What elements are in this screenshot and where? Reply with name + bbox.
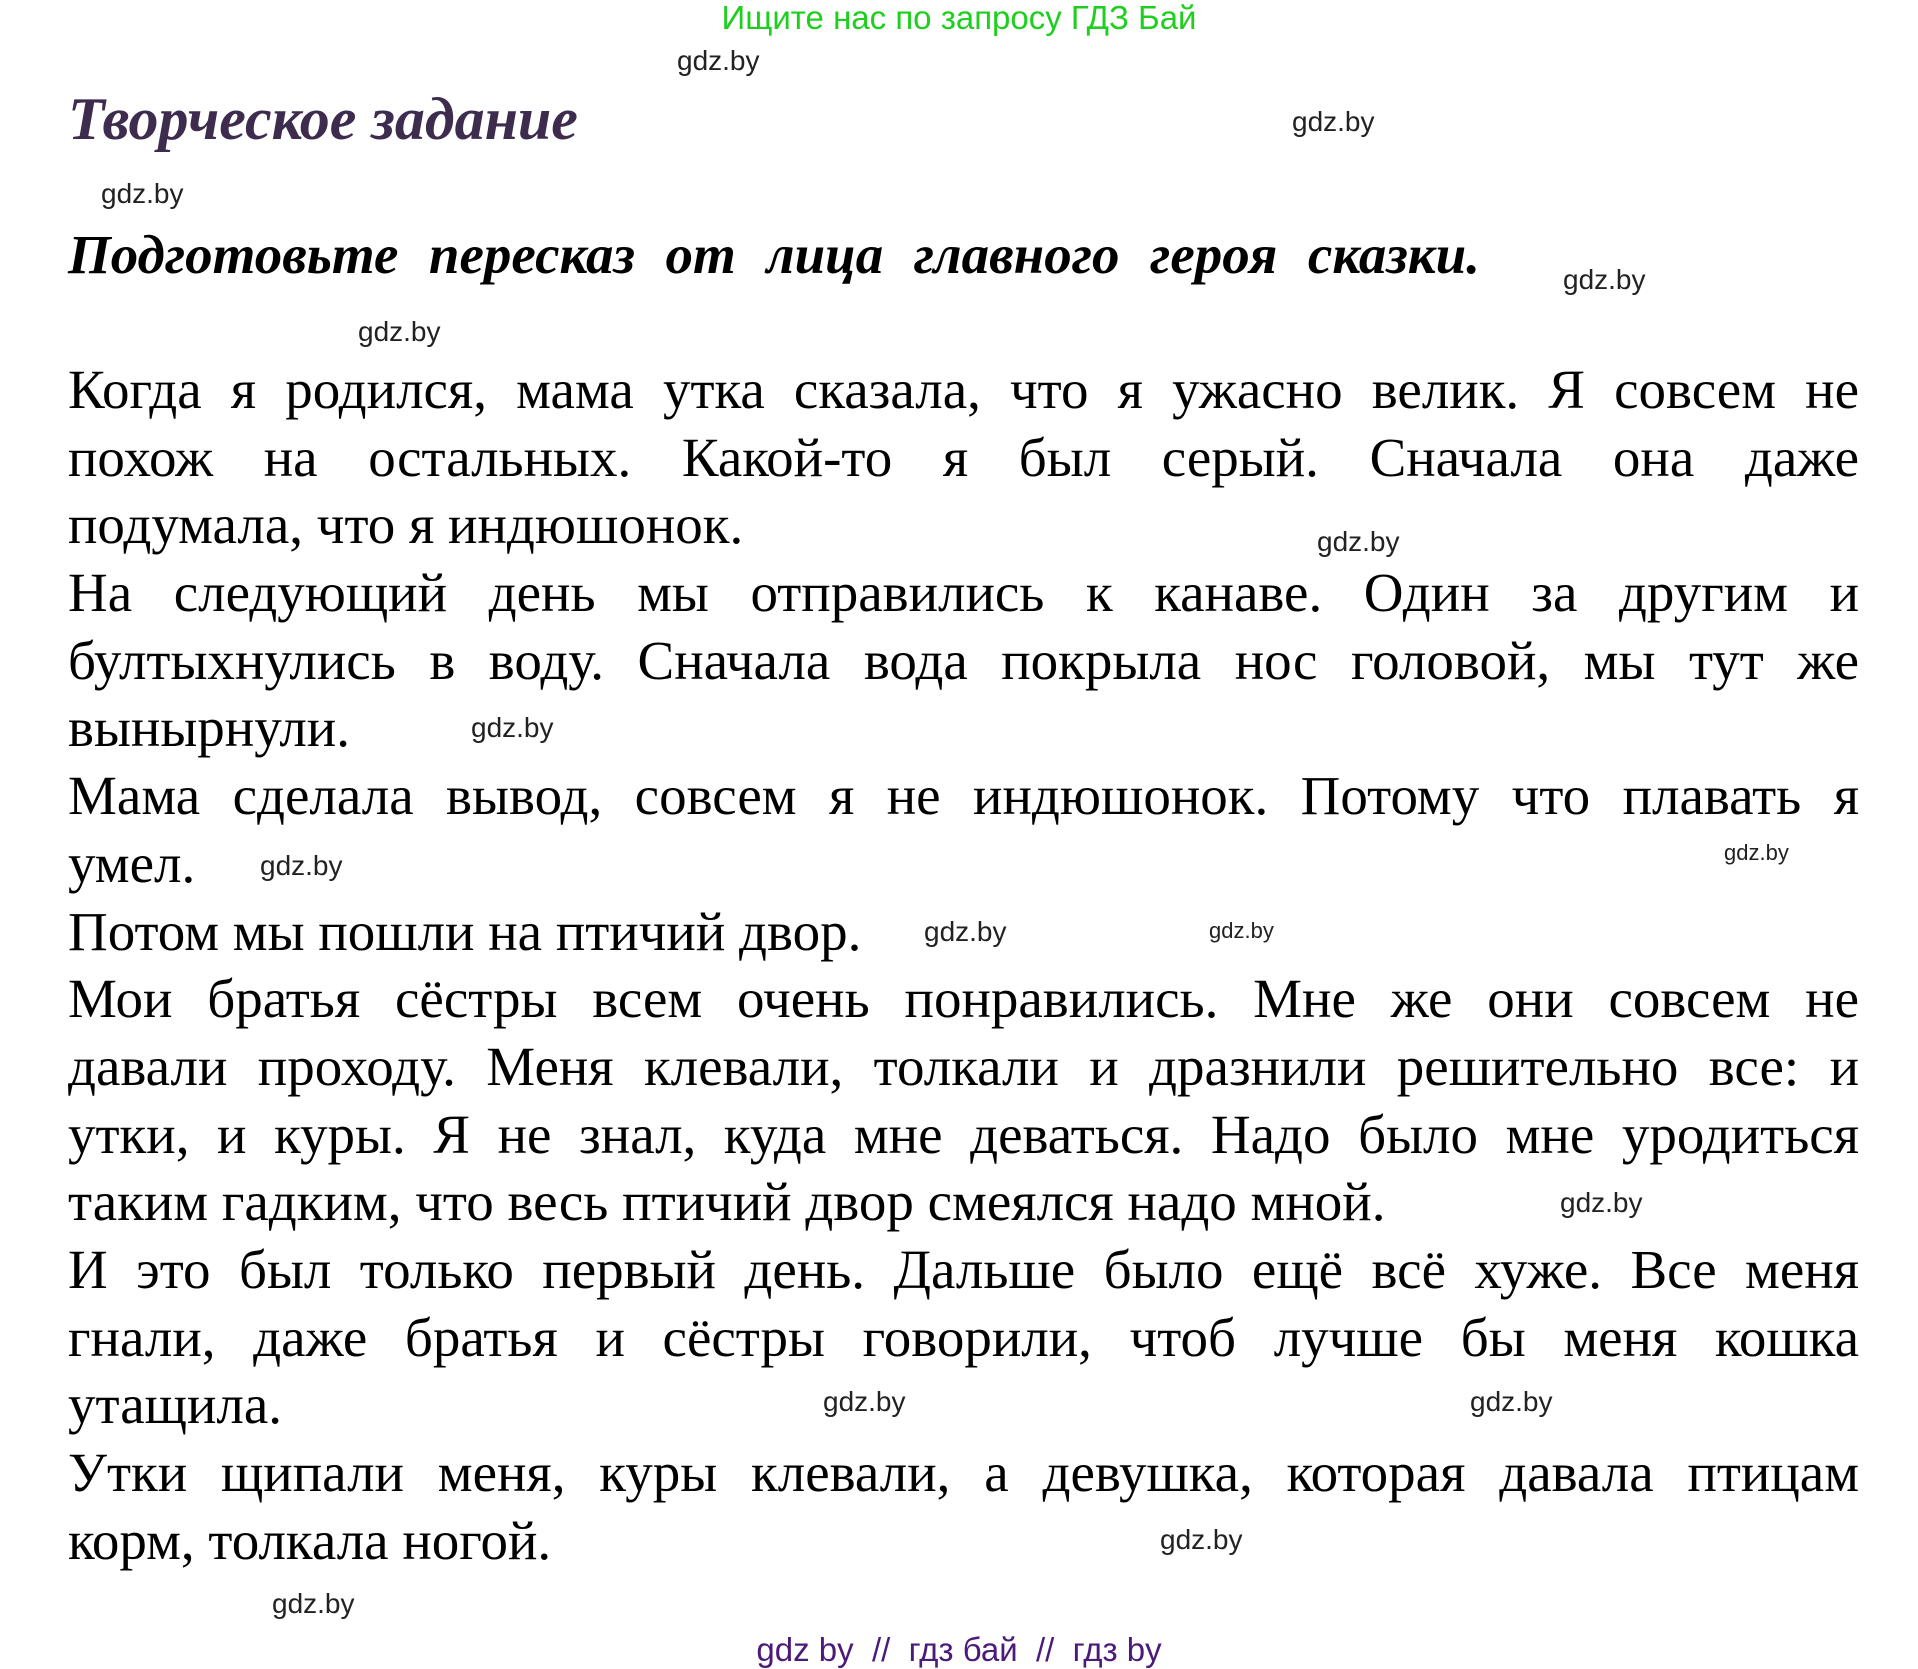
text-line	[68, 559, 1859, 627]
watermark: gdz.by	[1560, 1187, 1643, 1218]
watermark: gdz.by	[1563, 264, 1646, 295]
text-line	[68, 1439, 1859, 1507]
text-line-content: бултыхнулись в воду. Сначала вода покрыла нос головой, мы тут же	[68, 629, 1859, 691]
text-line-content: И это был только первый день. Дальше было ещё всё хуже. Все меня	[68, 1238, 1859, 1300]
watermark: gdz.by	[1209, 918, 1274, 943]
text-line-content: похож на остальных. Какой-то я был серый. Сначала она даже	[68, 426, 1859, 488]
text-line-content: давали проходу. Меня клевали, толкали и дразнили решительно все: и	[68, 1035, 1859, 1097]
text-line-content: Потом мы пошли на птичий двор.	[68, 900, 862, 962]
text-line	[68, 1033, 1859, 1101]
text-line-content: вынырнули.	[68, 697, 350, 759]
text-line-content: подумала, что я индюшонок.	[68, 494, 744, 556]
text-line-content: Мои братья сёстры всем очень понравились. Мне же они совсем не	[68, 968, 1859, 1030]
text-line	[68, 627, 1859, 695]
retelling-text	[68, 356, 1859, 1574]
watermark: gdz.by	[823, 1386, 906, 1417]
text-line	[68, 1236, 1859, 1304]
text-line	[68, 424, 1859, 492]
text-line-content: корм, толкала ногой.	[68, 1509, 552, 1571]
footer-links: gdz by // гдз бай // гдз by	[756, 1631, 1162, 1668]
text-line	[68, 1507, 1859, 1575]
text-line-content: На следующий день мы отправились к канаве. Один за другим и	[68, 562, 1859, 624]
text-line-content: Утки щипали меня, куры клевали, а девушка, которая давала птицам	[68, 1442, 1859, 1503]
watermark: gdz.by	[1317, 526, 1400, 557]
text-line	[68, 1304, 1859, 1372]
watermark: gdz.by	[260, 850, 343, 881]
text-line	[68, 1101, 1859, 1169]
watermark: gdz.by	[1292, 106, 1375, 137]
task-title: Подготовьте пересказ от лица главного героя сказки.	[68, 224, 1480, 285]
text-line-content: Мама сделала вывод, совсем я не индюшонок. Потому что плавать я	[68, 765, 1859, 827]
watermark: gdz.by	[358, 316, 441, 347]
watermark: gdz.by	[677, 45, 760, 76]
watermark: gdz.by	[1160, 1524, 1243, 1555]
text-line-content: таким гадким, что весь птичий двор смеялся надо мной.	[68, 1171, 1386, 1233]
watermark: gdz.by	[272, 1588, 355, 1619]
text-line-content: умел.	[68, 832, 196, 894]
text-line	[68, 491, 1859, 559]
text-line	[68, 356, 1859, 424]
text-line	[68, 694, 1859, 762]
watermark: gdz.by	[471, 712, 554, 743]
text-line	[68, 965, 1859, 1033]
text-line	[68, 1371, 1859, 1439]
text-line-content: утки, и куры. Я не знал, куда мне деваться. Надо было мне уродиться	[68, 1103, 1859, 1165]
watermark: gdz.by	[1470, 1386, 1553, 1417]
text-line	[68, 762, 1859, 830]
watermark: gdz.by	[1724, 840, 1789, 865]
text-line-content: утащила.	[68, 1374, 283, 1436]
section-heading: Творческое задание	[68, 86, 578, 152]
watermark: gdz.by	[924, 916, 1007, 947]
watermark: gdz.by	[101, 178, 184, 209]
text-line-content: Когда я родился, мама утка сказала, что я ужасно велик. Я совсем не	[68, 359, 1859, 420]
search-banner: Ищите нас по запросу ГДЗ Бай	[721, 0, 1197, 36]
text-line-content: гнали, даже братья и сёстры говорили, чтоб лучше бы меня кошка	[68, 1306, 1859, 1368]
